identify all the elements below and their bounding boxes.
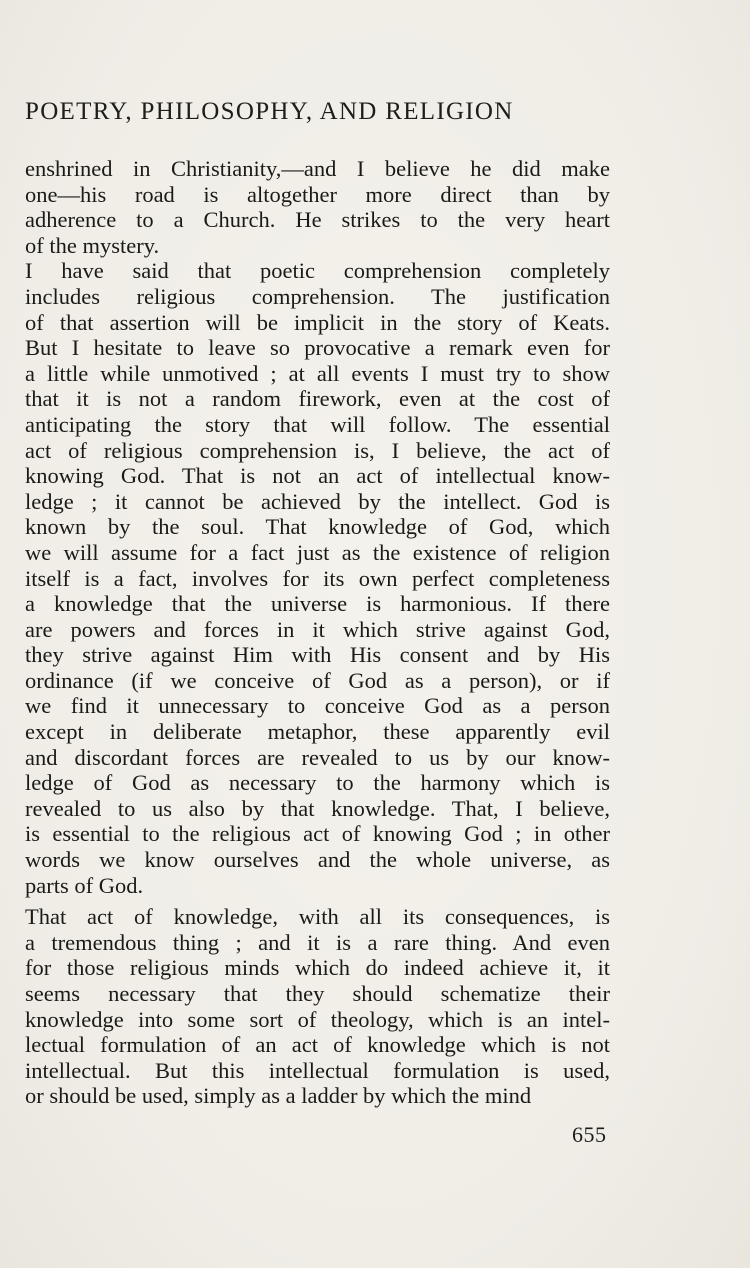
text-line: enshrined in Christianity,—and I believe he did make (25, 156, 610, 181)
text-line: lectual formulation of an act of knowledge which is not (25, 1032, 610, 1058)
text-line: anticipating the story that will follow. The essential (25, 411, 610, 437)
text-line: one—his road is altogether more direct than by (25, 181, 610, 207)
text-line: except in deliberate metaphor, these apparently evil (25, 719, 610, 745)
text-line: known by the soul. That knowledge of God, which (25, 514, 610, 540)
paragraph (25, 156, 610, 258)
text-line: or should be used, simply as a ladder by which the mind (25, 1083, 532, 1109)
text-line: I have said that poetic comprehension completely (25, 258, 610, 284)
text-line: we will assume for a fact just as the existence of religion (25, 539, 610, 565)
text-line: knowledge into some sort of theology, which is an intel- (25, 1006, 610, 1032)
body-text (25, 156, 610, 1109)
text-line: that it is not a random firework, even at the cost of (25, 386, 610, 412)
text-line: ordinance (if we conceive of God as a person), or if (25, 667, 610, 693)
text-line: adherence to a Church. He strikes to the very heart (25, 207, 610, 233)
text-line: of the mystery. (25, 232, 160, 258)
text-line: parts of God. (25, 872, 144, 898)
text-line: knowing God. That is not an act of intellectual know- (25, 463, 610, 489)
paragraph (25, 904, 610, 1109)
text-line: seems necessary that they should schematize their (25, 981, 610, 1006)
text-line: of that assertion will be implicit in the story of Keats. (25, 309, 610, 335)
text-line: includes religious comprehension. The justification (25, 283, 610, 309)
text-line: itself is a fact, involves for its own perfect completeness (25, 565, 610, 591)
text-line: act of religious comprehension is, I believe, the act of (25, 437, 610, 463)
text-line: they strive against Him with His consent and by His (25, 642, 610, 668)
text-line: a little while unmotived ; at all events I must try to show (25, 360, 610, 386)
paragraph (25, 258, 610, 898)
text-line: a tremendous thing ; and it is a rare thing. And even (25, 929, 610, 955)
text-line: and discordant forces are revealed to us by our know- (25, 744, 610, 770)
text-line: words we know ourselves and the whole universe, as (25, 847, 610, 873)
text-line: ledge ; it cannot be achieved by the intellect. God is (25, 488, 610, 514)
running-head: POETRY, PHILOSOPHY, AND RELIGION (25, 98, 514, 125)
text-line: for those religious minds which do indeed achieve it, it (25, 955, 610, 981)
text-line: we find it unnecessary to conceive God as a person (25, 693, 610, 719)
text-line: revealed to us also by that knowledge. That, I believe, (25, 795, 610, 821)
text-line: are powers and forces in it which strive against God, (25, 616, 610, 642)
page-number: 655 (572, 1122, 607, 1147)
text-line: is essential to the religious act of knowing God ; in other (25, 821, 610, 847)
text-line: intellectual. But this intellectual formulation is used, (25, 1057, 610, 1083)
text-line: But I hesitate to leave so provocative a remark even for (25, 335, 610, 361)
text-line: That act of knowledge, with all its consequences, is (25, 904, 610, 930)
text-line: a knowledge that the universe is harmonious. If there (25, 591, 610, 617)
text-line: ledge of God as necessary to the harmony which is (25, 770, 610, 796)
